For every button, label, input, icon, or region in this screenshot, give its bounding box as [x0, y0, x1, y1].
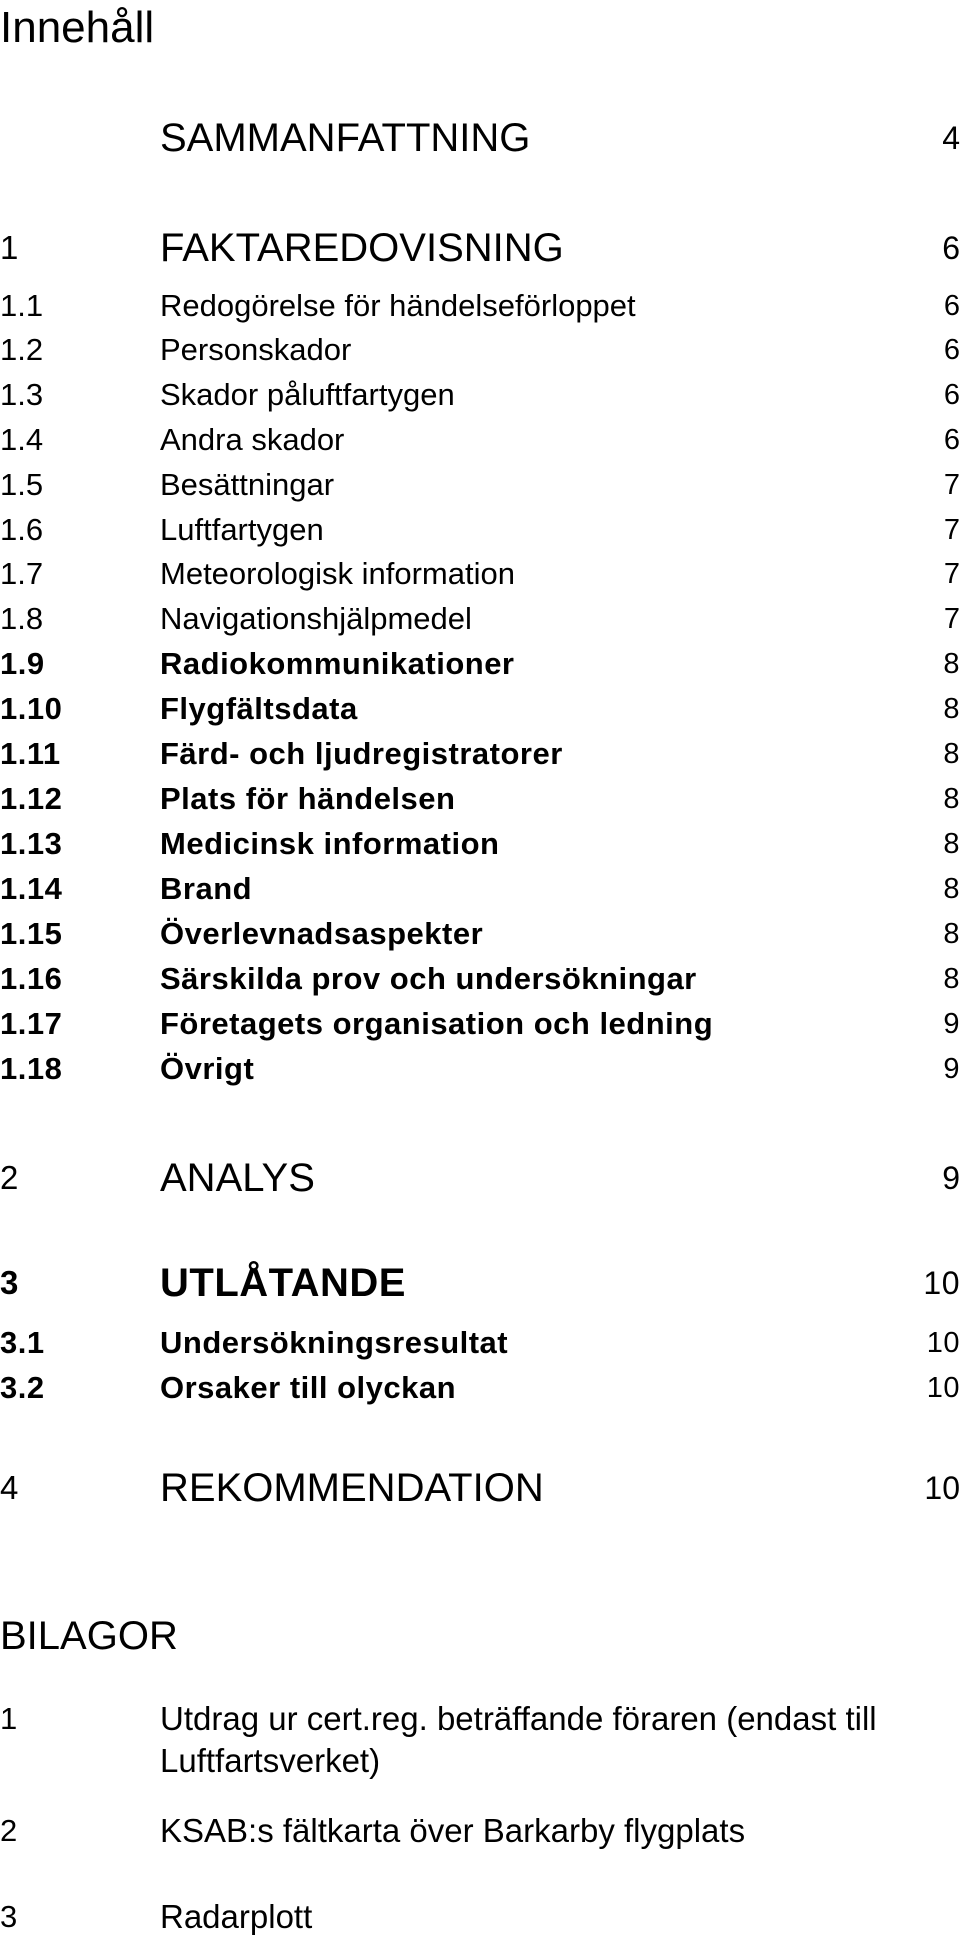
toc-section-page: 6	[943, 424, 960, 456]
toc-section-label: Personskador	[160, 332, 352, 367]
appendix-number: 2	[0, 1813, 18, 1848]
toc-section-number: 1.3	[0, 377, 44, 412]
toc-section-row[interactable]	[0, 1324, 960, 1362]
toc-chapter-page: 6	[942, 230, 960, 266]
appendix-number: 3	[0, 1899, 18, 1934]
toc-section-number: 1.4	[0, 422, 44, 457]
toc-section-row[interactable]	[0, 376, 960, 414]
toc-section-row[interactable]	[0, 466, 960, 504]
toc-section-label: Flygfältsdata	[160, 691, 358, 726]
toc-chapter-row[interactable]	[0, 224, 960, 272]
toc-section-label: Medicinsk information	[160, 826, 500, 861]
toc-section-number: 1.12	[0, 781, 63, 816]
toc-section-page: 6	[943, 379, 960, 411]
toc-chapter-row[interactable]	[0, 1259, 960, 1307]
toc-section-page: 6	[943, 334, 960, 366]
toc-section-row[interactable]	[0, 690, 960, 728]
toc-section-label: Luftfartygen	[160, 512, 324, 547]
toc-section-number: 1.17	[0, 1006, 63, 1041]
toc-chapter-number: 2	[0, 1159, 19, 1196]
toc-section-row[interactable]	[0, 331, 960, 369]
appendix-number: 1	[0, 1701, 18, 1736]
toc-section-page: 8	[943, 918, 960, 950]
toc-section-page: 9	[943, 1008, 960, 1040]
toc-chapter-row[interactable]	[0, 1154, 960, 1202]
toc-section-number: 1.18	[0, 1051, 63, 1086]
toc-chapter-label: UTLÅTANDE	[160, 1261, 406, 1305]
appendix-label: Utdrag ur cert.reg. beträffande föraren (endast till Luftfartsverket)	[160, 1700, 877, 1779]
toc-chapter-page: 10	[924, 1470, 960, 1506]
toc-section-number: 1.9	[0, 646, 45, 681]
toc-chapter-label: FAKTAREDOVISNING	[160, 226, 564, 270]
toc-section-label: Färd- och ljudregistratorer	[160, 736, 563, 771]
toc-section-page: 8	[943, 648, 960, 680]
toc-section-page: 8	[943, 873, 960, 905]
toc-section-page: 7	[943, 514, 960, 546]
toc-chapter-label: REKOMMENDATION	[160, 1466, 544, 1510]
toc-section-row[interactable]	[0, 870, 960, 908]
appendices-heading: BILAGOR	[0, 1614, 178, 1658]
toc-section-page: 8	[943, 783, 960, 815]
toc-section-label: Undersökningsresultat	[160, 1325, 509, 1360]
toc-section-row[interactable]	[0, 1050, 960, 1088]
toc-section-page: 8	[943, 738, 960, 770]
toc-section-page: 10	[926, 1327, 960, 1359]
toc-summary-label: SAMMANFATTNING	[160, 116, 531, 160]
toc-section-number: 1.1	[0, 288, 44, 323]
toc-section-number: 1.11	[0, 736, 61, 771]
toc-chapter-page: 9	[942, 1160, 960, 1196]
toc-section-row[interactable]	[0, 825, 960, 863]
toc-section-row[interactable]	[0, 555, 960, 593]
toc-section-page: 8	[943, 693, 960, 725]
toc-section-page: 8	[943, 828, 960, 860]
toc-section-number: 1.6	[0, 512, 44, 547]
toc-section-page: 10	[926, 1372, 960, 1404]
toc-section-row[interactable]	[0, 421, 960, 459]
toc-section-number: 1.10	[0, 691, 63, 726]
toc-section-label: Meteorologisk information	[160, 556, 515, 591]
toc-section-label: Redogörelse för händelseförloppet	[160, 288, 636, 323]
toc-section-row[interactable]	[0, 960, 960, 998]
toc-section-label: Skador påluftfartygen	[160, 377, 455, 412]
toc-section-number: 1.14	[0, 871, 63, 906]
toc-section-label: Radiokommunikationer	[160, 646, 515, 681]
appendix-label: KSAB:s fältkarta över Barkarby flygplats	[160, 1812, 746, 1849]
toc-section-row[interactable]	[0, 915, 960, 953]
toc-section-number: 1.7	[0, 556, 44, 591]
toc-section-row[interactable]	[0, 511, 960, 549]
toc-section-row[interactable]	[0, 735, 960, 773]
toc-chapter-number: 3	[0, 1264, 19, 1301]
toc-section-page: 7	[943, 558, 960, 590]
toc-section-label: Företagets organisation och ledning	[160, 1006, 714, 1041]
toc-chapter-number: 1	[0, 229, 19, 266]
toc-chapter-row[interactable]	[0, 1464, 960, 1512]
toc-summary-row[interactable]	[0, 114, 960, 162]
toc-section-page: 6	[943, 290, 960, 322]
toc-chapter-label: ANALYS	[160, 1156, 315, 1200]
toc-section-number: 1.5	[0, 467, 44, 502]
toc-section-label: Övrigt	[160, 1051, 255, 1086]
appendix-label: Radarplott	[160, 1898, 313, 1935]
toc-section-number: 3.1	[0, 1325, 45, 1360]
toc-chapter-page: 10	[923, 1265, 960, 1301]
toc-section-number: 1.16	[0, 961, 63, 996]
toc-section-label: Navigationshjälpmedel	[160, 601, 472, 636]
toc-section-label: Orsaker till olyckan	[160, 1370, 457, 1405]
toc-section-page: 7	[943, 603, 960, 635]
toc-section-row[interactable]	[0, 645, 960, 683]
toc-section-row[interactable]	[0, 1369, 960, 1407]
toc-section-number: 1.2	[0, 332, 44, 367]
toc-section-page: 7	[943, 469, 960, 501]
toc-section-page: 8	[943, 963, 960, 995]
toc-section-label: Särskilda prov och undersökningar	[160, 961, 697, 996]
toc-section-number: 1.8	[0, 601, 44, 636]
toc-section-row[interactable]	[0, 780, 960, 818]
toc-section-number: 1.15	[0, 916, 63, 951]
toc-section-label: Andra skador	[160, 422, 345, 457]
toc-section-label: Brand	[160, 871, 253, 906]
toc-section-number: 3.2	[0, 1370, 45, 1405]
toc-section-label: Plats för händelsen	[160, 781, 456, 816]
toc-section-row[interactable]	[0, 1005, 960, 1043]
toc-section-row[interactable]	[0, 287, 960, 325]
toc-section-row[interactable]	[0, 600, 960, 638]
toc-section-page: 9	[943, 1053, 960, 1085]
toc-section-label: Besättningar	[160, 467, 335, 502]
toc-summary-page: 4	[942, 120, 960, 156]
toc-section-number: 1.13	[0, 826, 63, 861]
toc-chapter-number: 4	[0, 1469, 19, 1506]
toc-section-label: Överlevnadsaspekter	[160, 916, 484, 951]
page-title: Innehåll	[0, 3, 155, 52]
